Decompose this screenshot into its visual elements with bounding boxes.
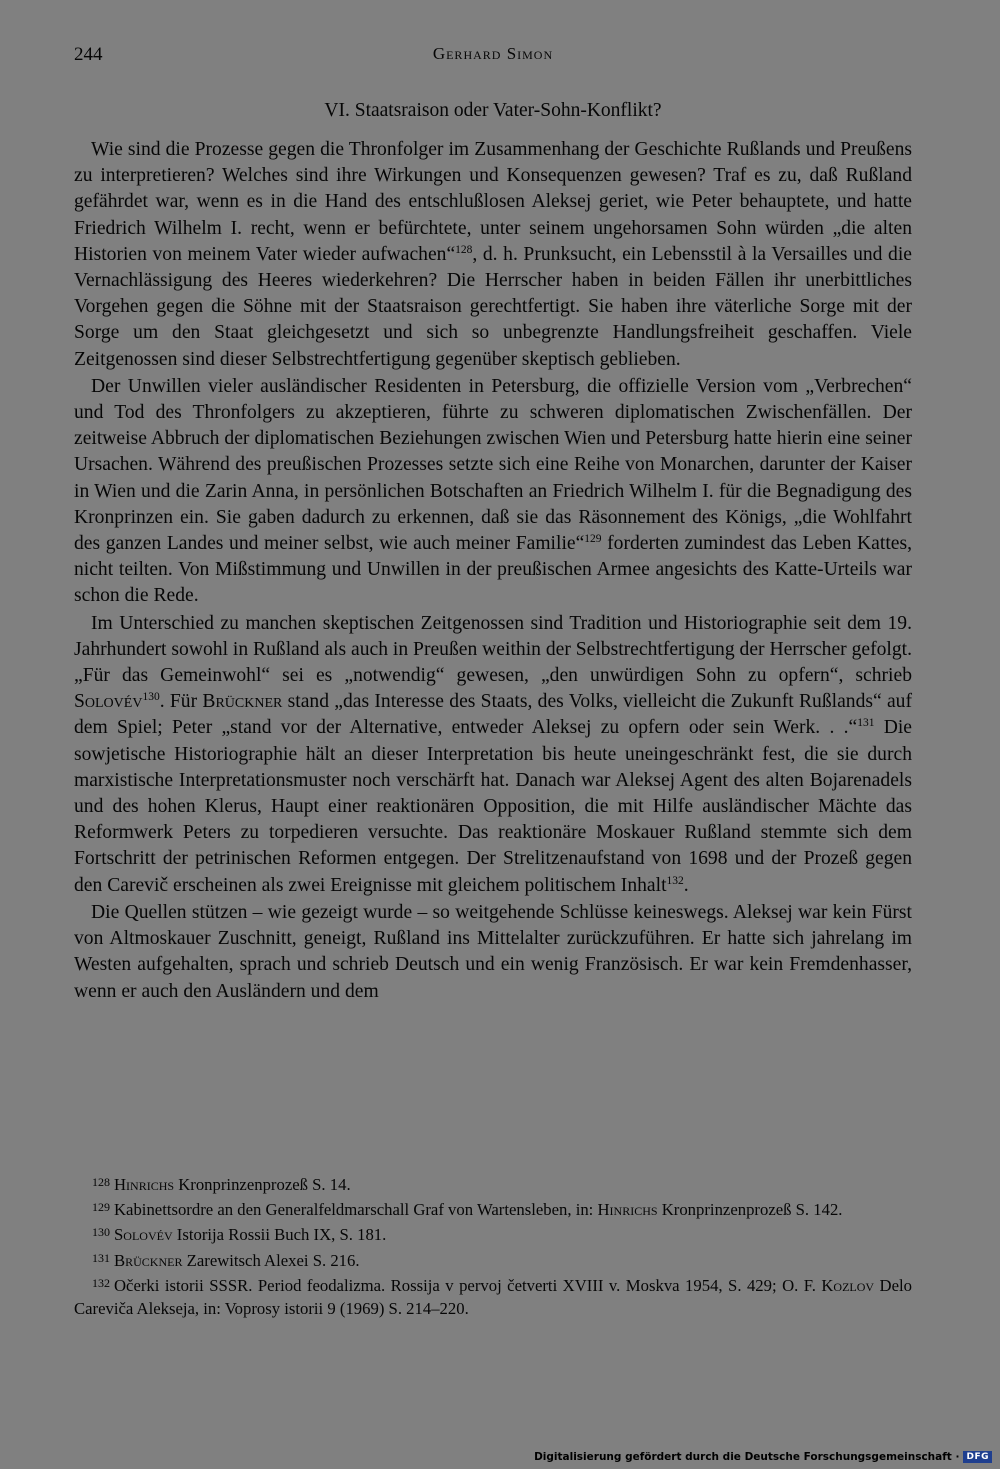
paragraph-4: [74, 900, 912, 1005]
footnote: [74, 1221, 912, 1246]
footer-text: Digitalisierung gefördert durch die Deutsche Forschungsgemeinschaft ·: [534, 1451, 960, 1463]
paragraph-text: , d. h. Prunksucht, ein Lebensstil à la Versailles und die Vernachlässigung des Heeres wiederkehren? Die Herrscher haben in beiden Fällen ihr unerbittliches Vorgehen gegen die Söhne mit der Staatsraison gerechtfertigt. Sie haben ihre väterliche Sorge mit der Sorge um den Staat gleichgesetzt und sich so unbegrenzte Handlungsfreiheit geschaffen. Viele Zeitgenossen sind dieser Selbstrechtfertigung gegenüber skeptisch geblieben.: [74, 243, 912, 370]
paragraph-3: [74, 611, 912, 899]
author-name: Hinrichs: [114, 1175, 175, 1194]
author-name: Hinrichs: [597, 1200, 658, 1220]
footnote: [74, 1247, 912, 1272]
footnote-text: Kabinettsordre an den Generalfeldmarschall Graf von Wartensleben, in:: [114, 1200, 598, 1220]
footnote: [74, 1171, 912, 1196]
author-name: Solovév: [74, 691, 143, 713]
paragraph-text: . Für: [159, 691, 203, 713]
paragraph-2: [74, 374, 912, 610]
footnote: [74, 1272, 912, 1320]
body-text: [74, 137, 912, 1005]
footnote-number: 128: [92, 1175, 110, 1189]
author-name: Kozlov: [821, 1275, 875, 1295]
author-name: Brückner: [202, 691, 283, 713]
footnote-number: 129: [92, 1200, 110, 1215]
footnote-text: Očerki istorii SSSR. Period feodalizma. Rossija v pervoj četverti XVIII v. Moskva 1954, S. 429; O. F.: [114, 1275, 822, 1295]
running-head: Gerhard Simon: [432, 44, 554, 63]
paragraph-text: Wie sind die Prozesse gegen die Thronfolger im Zusammenhang der Geschichte Rußlands und Preußens zu interpretieren? Welches sind ihre Wirkungen und Konsequenzen gewesen? Traf es zu, daß Rußland gefährdet war, wenn es in die Hand des entschlußlosen Aleksej geriet, wie Peter behauptete, und hatte Friedrich Wilhelm I. recht, wenn er befürchtete, unter seinem ungehorsamen Sohn würden „die alten Historien von meinem Vater wieder aufwachen“: [74, 139, 912, 265]
footnote-text: Istorija Rossii Buch IX, S. 181.: [172, 1225, 387, 1245]
paragraph-1: [74, 137, 912, 373]
author-name: Solovév: [114, 1225, 173, 1245]
footnote-text: Zarewitsch Alexei S. 216.: [182, 1250, 360, 1270]
footnote-ref: 130: [142, 691, 160, 704]
page-number: 244: [74, 44, 103, 65]
section-heading: VI. Staatsraison oder Vater-Sohn-Konflikt?: [324, 100, 662, 121]
footnote-ref: 128: [455, 243, 473, 256]
footnote-text: Kronprinzenprozeß S. 14.: [174, 1175, 351, 1194]
paragraph-text: Die sowjetische Historiographie hält an dieser Interpretation bis heute uneingeschränkt fest, die sie durch marxistische Interpretationsmuster noch verschärft hat. Danach war Aleksej Agent des alten Bojarenadels und des hohen Klerus, Haupt einer reaktionären Opposition, die mit Hilfe ausländischer Mächte das Reformwerk Peters zu torpedieren versuchte. Das reaktionäre Moskauer Rußland stemmte sich dem Fortschritt der petrinischen Reformen entgegen. Der Strelitzenaufstand von 1698 und der Prozeß gegen den Carevič erscheinen als zwei Ereignisse mit gleichem politischem Inhalt: [74, 717, 912, 896]
author-name: Brückner: [114, 1250, 183, 1270]
footnote-text: Delo Careviča Alekseja, in: Voprosy istorii 9 (1969) S. 214–220.: [74, 1275, 912, 1319]
footnote-text: Kronprinzenprozeß S. 142.: [657, 1200, 843, 1220]
paragraph-text: Der Unwillen vieler ausländischer Residenten in Petersburg, die offizielle Version vom „Verbrechen“ und Tod des Thronfolgers zu akzeptieren, führte zu schweren diplomatischen Zwischenfällen. Der zeitweise Abbruch der diplomatischen Beziehungen zwischen Wien und Petersburg hatte hierin eine seiner Ursachen. Während des preußischen Prozesses setzte sich eine Reihe von Monarchen, darunter der Kaiser in Wien und die Zarin Anna, in persönlichen Botschaften an Friedrich Wilhelm I. für die Begnadigung des Kronprinzen ein. Sie gaben dadurch zu erkennen, daß sie das Räsonnement des Königs, „die Wohlfahrt des ganzen Landes und meiner selbst, wie auch meiner Familie“: [74, 375, 912, 555]
footnote-ref: 129: [584, 533, 602, 546]
paragraph-text: .: [683, 874, 689, 896]
footer-credit: [534, 1451, 992, 1463]
paragraph-text: Im Unterschied zu manchen skeptischen Zeitgenossen sind Tradition und Historiographie seit dem 19. Jahrhundert sowohl in Rußland als auch in Preußen weithin der Selbstrechtfertigung der Herrscher gefolgt. „Für das Gemeinwohl“ sei es „notwendig“ gewesen, „den unwürdigen Sohn zu opfern“, schrieb: [74, 612, 912, 687]
footnote-number: 131: [92, 1250, 110, 1265]
footnote: [74, 1196, 912, 1221]
page-header: [74, 44, 912, 74]
paragraph-text: stand „das Interesse des Staats, des Volks, vielleicht die Zukunft Rußlands“ auf dem Spiel; Peter „stand vor der Alternative, entweder Aleksej zu opfern oder sein Werk. . .“: [74, 691, 912, 739]
footnote-ref: 131: [857, 717, 875, 730]
paragraph-text: forderten zumindest das Leben Kattes, nicht teilten. Von Mißstimmung und Unwillen in der preußischen Armee angesichts des Katte-Urteils war schon die Rede.: [74, 533, 912, 607]
footnote-number: 132: [92, 1275, 110, 1290]
footnote-ref: 132: [666, 874, 684, 887]
dfg-logo: DFG: [963, 1451, 992, 1463]
footnote-number: 130: [92, 1225, 110, 1240]
paragraph-text: Die Quellen stützen – wie gezeigt wurde – so weitgehende Schlüsse keineswegs. Aleksej war kein Fürst von Altmoskauer Zuschnitt, geneigt, Rußland ins Mittelalter zurückzuführen. Er hatte sich jahrelang im Westen aufgehalten, sprach und schrieb Deutsch und ein wenig Französisch. Er war kein Fremdenhasser, wenn er auch den Ausländern und dem: [74, 901, 912, 1002]
footnotes: [74, 1171, 912, 1320]
